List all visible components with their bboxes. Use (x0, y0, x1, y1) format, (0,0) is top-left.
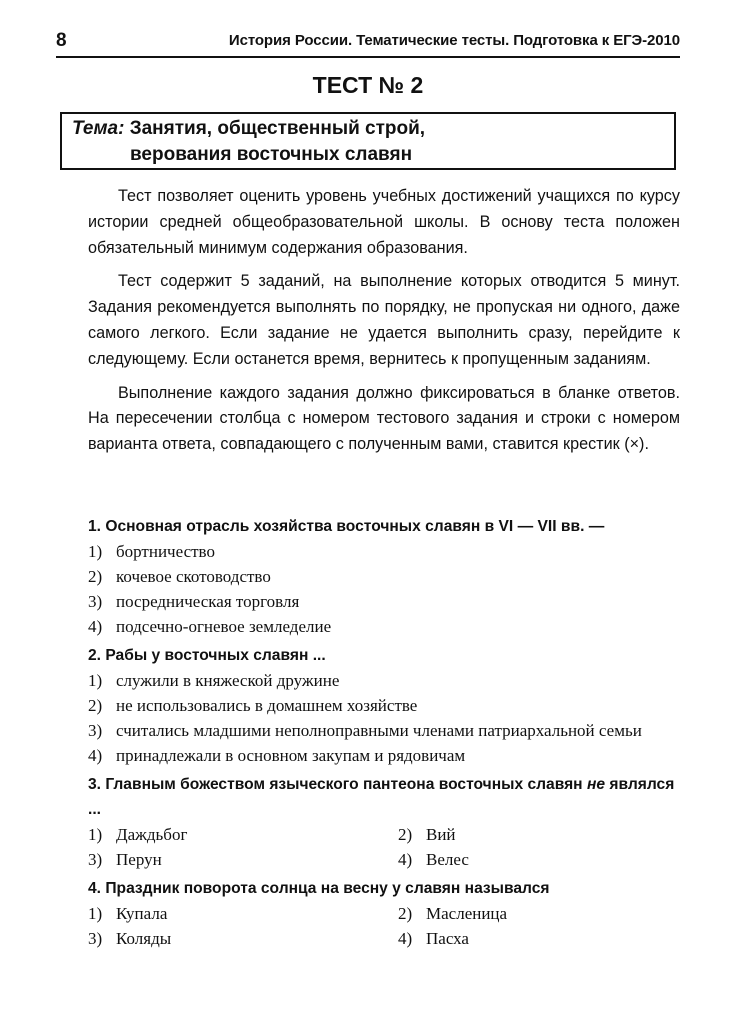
question-title: 4. Праздник поворота солнца на весну у славян назывался (88, 880, 550, 897)
answer-text: Перун (116, 850, 162, 869)
running-title: История России. Тематические тесты. Подготовка к ЕГЭ-2010 (228, 32, 680, 49)
answer-option (88, 564, 680, 589)
answer-grid (88, 822, 680, 872)
question-3 (88, 772, 680, 872)
emphasis-text: не (586, 776, 606, 793)
answer-number: 4) (398, 850, 413, 869)
answer-number: 2) (88, 696, 103, 715)
answer-option (398, 847, 680, 872)
intro-paragraph: Выполнение каждого задания должно фиксироваться в бланке ответов. На пересечении столбца с номером тестового задания и строки с номером варианта ответа, совпадающего с полученным вами, ставится крестик (×). (88, 383, 680, 454)
question-1 (88, 514, 680, 639)
answer-option (88, 539, 680, 564)
answer-number: 4) (88, 746, 103, 765)
question-title: 3. Главным божеством языческого пантеона восточных славян не являлся ... (88, 776, 675, 818)
answer-text: Вий (426, 825, 456, 844)
answer-text: Купала (116, 904, 168, 923)
answer-text: кочевое скотоводство (116, 567, 271, 586)
answer-text: посредническая торговля (116, 592, 300, 611)
answer-option (88, 718, 680, 743)
answer-option (88, 693, 680, 718)
answer-text: считались младшими неполноправными членами патриархальной семьи (116, 721, 642, 740)
answer-text: подсечно-огневое земледелие (116, 617, 332, 636)
answer-number: 4) (88, 617, 103, 636)
intro-paragraph: Тест позволяет оценить уровень учебных достижений учащихся по курсу истории средней общеобразовательной школы. В основу теста положен обязательный минимум содержания образования. (88, 187, 680, 257)
answer-text: служили в княжеской дружине (116, 671, 340, 690)
answer-option (88, 614, 680, 639)
answer-text: принадлежали в основном закупам и рядовичам (116, 746, 466, 765)
test-title: ТЕСТ № 2 (312, 72, 424, 98)
answer-option (88, 847, 398, 872)
answer-option (398, 926, 680, 951)
topic-box (60, 112, 676, 170)
answer-number: 3) (88, 850, 103, 869)
answer-text: Даждьбог (116, 825, 188, 844)
answer-option (398, 901, 680, 926)
answer-text: Пасха (426, 929, 469, 948)
answer-number: 2) (398, 825, 413, 844)
answer-option (88, 901, 398, 926)
topic-line-2: верования восточных славян (130, 144, 413, 165)
answer-grid (88, 901, 680, 951)
intro-text (88, 184, 680, 466)
answer-option (88, 668, 680, 693)
answer-number: 1) (88, 825, 103, 844)
question-title: 1. Основная отрасль хозяйства восточных славян в VI — VII вв. — (88, 518, 605, 535)
question-title: 2. Рабы у восточных славян ... (88, 647, 326, 664)
topic-line-1: Занятия, общественный строй, (129, 118, 426, 139)
answer-number: 3) (88, 592, 103, 611)
answer-number: 3) (88, 929, 103, 948)
answer-option (88, 589, 680, 614)
answer-number: 1) (88, 671, 103, 690)
answer-option (88, 743, 680, 768)
page-number: 8 (56, 30, 67, 51)
answer-option (398, 822, 680, 847)
answer-text: не использовались в домашнем хозяйстве (116, 696, 418, 715)
answer-number: 4) (398, 929, 413, 948)
answer-number: 1) (88, 904, 103, 923)
answer-text: бортничество (116, 542, 215, 561)
answer-text: Коляды (116, 929, 172, 948)
intro-paragraph: Тест содержит 5 заданий, на выполнение которых отводится 5 минут. Задания рекомендуется выполнять по порядку, не пропуская ни одного, даже самого легкого. Если задание не удается выполнить сразу, перейдите к следующему. Если останется время, вернитесь к пропущенным заданиям. (88, 272, 680, 368)
answer-number: 2) (88, 567, 103, 586)
answer-text: Велес (426, 850, 469, 869)
answer-text: Масленица (426, 904, 508, 923)
answer-number: 2) (398, 904, 413, 923)
questions (88, 514, 680, 955)
question-4 (88, 876, 680, 951)
answer-number: 1) (88, 542, 103, 561)
question-2 (88, 643, 680, 768)
answer-option (88, 822, 398, 847)
topic-label: Тема: (72, 118, 125, 139)
answer-option (88, 926, 398, 951)
answer-number: 3) (88, 721, 103, 740)
running-header (56, 30, 680, 58)
